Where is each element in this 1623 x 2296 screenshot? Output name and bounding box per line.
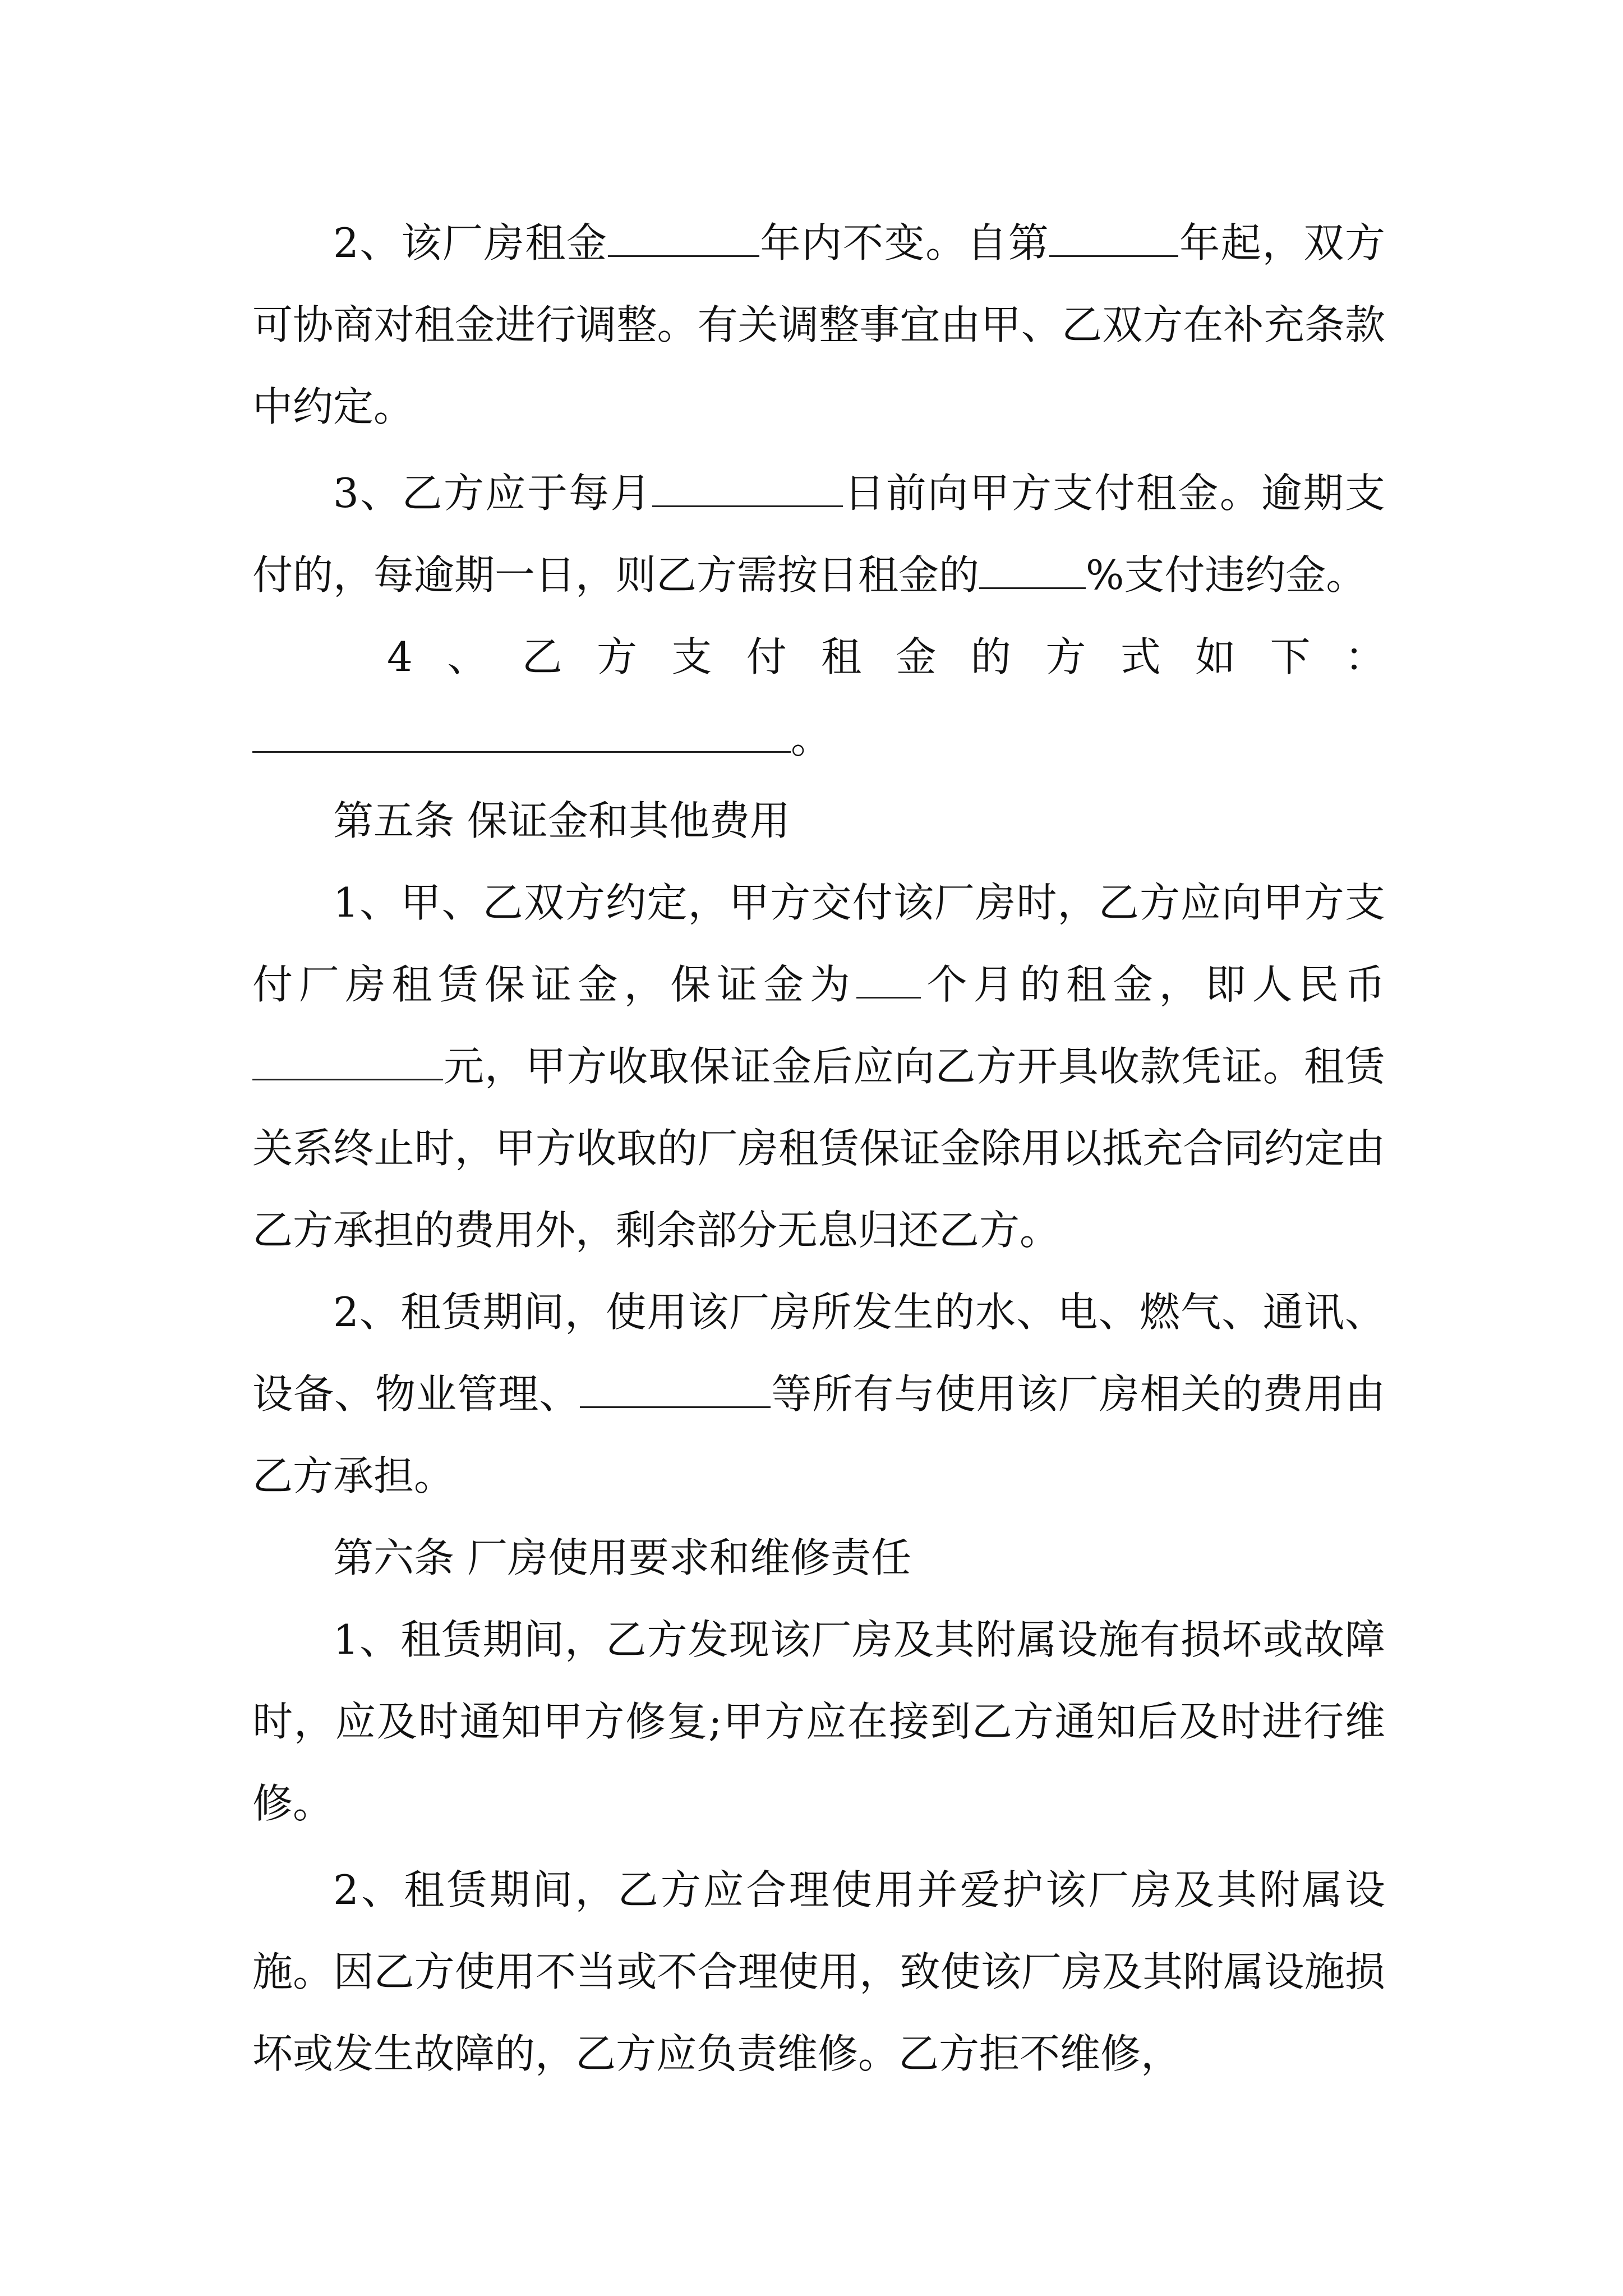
clause-text: 3、乙方应于每月	[333, 470, 652, 517]
spread-char: 式	[1120, 633, 1161, 680]
clause-text: 1、甲、乙双方约定，甲方交付该厂房时，乙方应向甲方支付厂房租赁保证金，保证金为	[252, 879, 1385, 1008]
clause-text: 个月的租金，即人民币	[920, 961, 1385, 1008]
clause-text: 2、租赁期间，使用该厂房所发生的水、电、燃气、通讯、设备、物业管理、	[252, 1289, 1385, 1418]
spread-char: 方	[1045, 633, 1086, 680]
spread-char: 付	[746, 633, 787, 680]
article-6-heading: 第六条 厂房使用要求和维修责任	[333, 1534, 911, 1581]
spread-line	[387, 616, 1385, 698]
blank-field	[252, 1047, 443, 1080]
document-page	[252, 202, 1385, 2095]
spread-char: 方	[596, 633, 637, 680]
blank-field	[1049, 224, 1178, 257]
spread-char: ：	[1344, 633, 1385, 680]
payment-method-line	[252, 698, 1385, 780]
spread-char: 租	[821, 633, 862, 680]
clause-text: 2、该厂房租金	[333, 219, 608, 266]
clause-text: 年起，双方可协商对租金进行调整。有关调整事宜由甲、乙双方在补充条款中约定。	[252, 219, 1385, 430]
spread-char: 金	[896, 633, 937, 680]
blank-field	[856, 965, 921, 999]
spread-char: 支	[671, 633, 712, 680]
clause-text: 日前向甲方支付租金。逾期支付的，每逾期一日，则乙方需按日租金的	[252, 470, 1385, 599]
clause-6-item-2: 2、租赁期间，乙方应合理使用并爱护该厂房及其附属设施。因乙方使用不当或不合理使用，致使该厂房及其附属设施损坏或发生故障的，乙方应负责维修。乙方拒不维修，	[252, 1866, 1385, 2077]
clause-text: 年内不变。自第	[759, 219, 1050, 266]
clause-text: %支付违约金。	[1086, 551, 1367, 599]
blank-field	[608, 224, 759, 257]
blank-field	[580, 1375, 771, 1408]
spread-char: 下	[1270, 633, 1311, 680]
clause-4-item-3	[252, 452, 1385, 616]
clause-text: 元，甲方收取保证金后应向乙方开具收款凭证。租赁关系终止时，甲方收取的厂房租赁保证金除用以抵充合同约定由乙方承担的费用外，剩余部分无息归还乙方。	[252, 1043, 1385, 1254]
blank-field	[252, 720, 791, 753]
spread-char: 4	[387, 633, 413, 680]
article-5-heading: 第五条 保证金和其他费用	[333, 797, 790, 844]
blank-field	[979, 556, 1086, 589]
clause-5-item-1	[252, 862, 1385, 1271]
spread-char: 乙	[522, 633, 562, 680]
clause-4-item-2	[252, 202, 1385, 448]
clause-text: 等所有与使用该厂房相关的费用由乙方承担。	[252, 1370, 1385, 1499]
clause-4-item-4	[252, 616, 1385, 780]
spread-char: 、	[447, 633, 488, 680]
blank-field	[652, 474, 843, 507]
clause-5-item-2	[252, 1271, 1385, 1517]
clause-6-item-1: 1、租赁期间，乙方发现该厂房及其附属设施有损坏或故障时，应及时通知甲方修复;甲方应在接到乙方通知后及时进行维修。	[252, 1616, 1385, 1827]
spread-char: 的	[970, 633, 1011, 680]
spread-char: 如	[1195, 633, 1236, 680]
clause-text: 。	[791, 715, 832, 762]
